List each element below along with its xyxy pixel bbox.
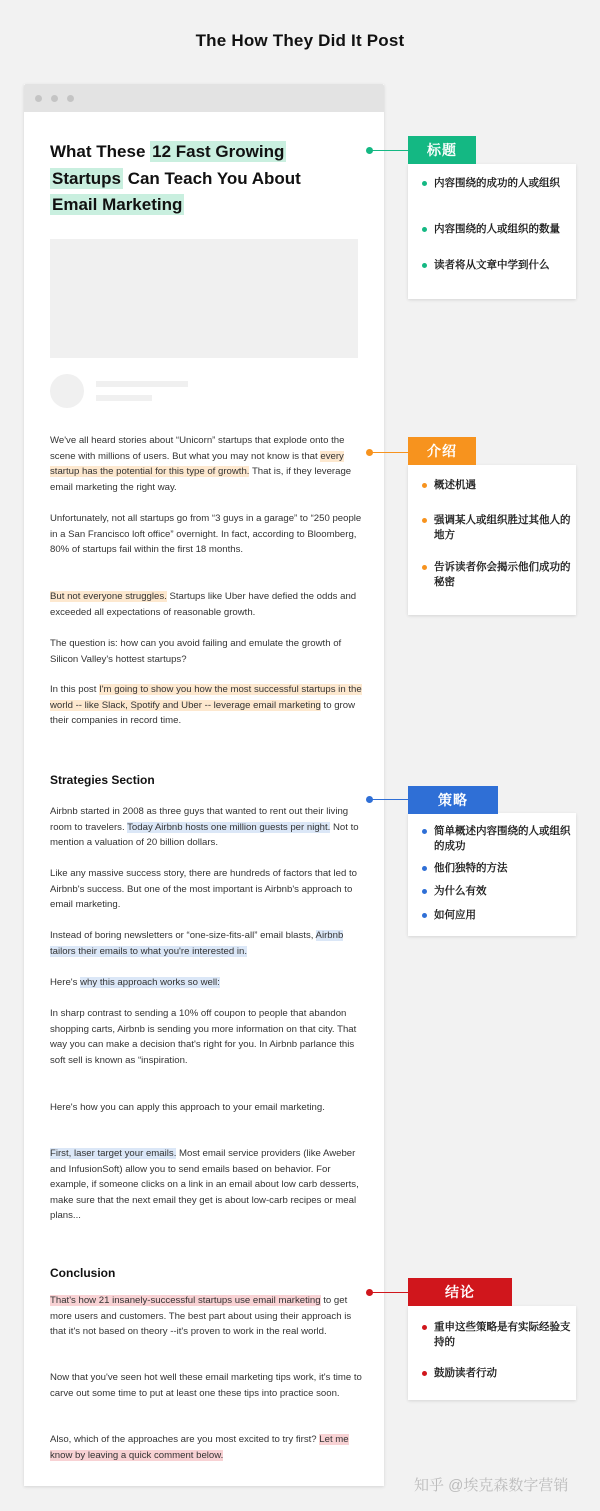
strategies-paragraph: Instead of boring newsletters or “one-size-fits-all” email blasts, Airbnb tailors their emails to what you're interested in. [50,930,344,957]
conclusion-paragraph: That's how 21 insanely-successful startups use email marketing to get more users and customers. The best part about using their approach is that it's not based on theory --it's proven to work in the real world. [50,1295,352,1338]
intro-annotation-tag: 介绍 [408,437,476,465]
title-annotation-tag: 标题 [408,136,476,164]
title-annotation-card [408,164,576,299]
conclusion-annotation-tag: 结论 [408,1278,512,1306]
window-dot-icon [35,95,42,102]
intro-paragraph: In this post I'm going to show you how the most successful startups in the world -- like Slack, Spotify and Uber -- leverage email marketing to grow their companies in record time. [50,684,362,727]
window-dot-icon [51,95,58,102]
page-title: The How They Did It Post [195,31,405,50]
intro-annotation-card [408,465,576,615]
annotation-bullet: 鼓励读者行动 [422,1366,572,1381]
annotation-bullet: 告诉读者你会揭示他们成功的秘密 [422,560,572,590]
connector-dot-icon [366,1289,373,1296]
annotation-bullet: 如何应用 [422,908,572,923]
strategies-paragraph: First, laser target your emails. Most email service providers (like Aweber and InfusionSoft) allow you to send emails based on behavior. For example, if someone clicks on a link in an email about low carb desserts, make sure that the next email they get is about low-carb recipes or meal plans... [50,1148,359,1222]
annotation-bullet: 内容围绕的人或组织的数量 [422,222,572,237]
strategy-annotation-card [408,813,576,936]
strategies-paragraph: Here's why this approach works so well: [50,977,220,988]
author-meta-placeholder [96,395,152,401]
strategies-heading: Strategies Section [50,773,155,787]
connector-dot-icon [366,449,373,456]
connector-line [369,799,408,800]
browser-bar [24,84,384,112]
annotation-bullet: 读者将从文章中学到什么 [422,258,572,273]
headline-text: What These [50,142,151,161]
strategies-paragraph: In sharp contrast to sending a 10% off coupon to people that abandon shopping carts, Airbnb is sending you more information on that city. That way you can make a decision that's right for you. In Airbnb parlance this soft sell is known as “inspiration. [50,1008,357,1066]
annotation-bullet: 他们独特的方法 [422,861,572,876]
hero-image-placeholder [50,239,358,358]
annotation-bullet: 重申这些策略是有实际经验支持的 [422,1320,572,1350]
annotation-bullet: 内容围绕的成功的人或组织 [422,176,572,191]
connector-line [369,1292,408,1293]
conclusion-heading: Conclusion [50,1266,116,1280]
strategies-paragraph: Here's how you can apply this approach to your email marketing. [50,1102,325,1113]
conclusion-annotation-card [408,1306,576,1400]
headline-highlight: 12 Fast Growing [152,142,285,161]
article-mockup [24,84,384,1486]
connector-dot-icon [366,147,373,154]
annotation-bullet: 概述机遇 [422,478,572,493]
intro-paragraph: The question is: how can you avoid failing and emulate the growth of Silicon Valley's hottest startups? [50,638,342,665]
intro-paragraph: But not everyone struggles. Startups like Uber have defied the odds and exceeded all expectations of reasonable growth. [50,591,357,618]
strategies-paragraph: Airbnb started in 2008 as three guys that wanted to rent out their living room to travelers. Today Airbnb hosts one million guests per night. Not to mention a valuation of 20 billion dollars. [50,806,359,849]
author-avatar [50,374,84,408]
strategy-annotation-tag: 策略 [408,786,498,814]
intro-paragraph: Unfortunately, not all startups go from “3 guys in a garage” to “250 people in a San Francisco loft office” overnight. In fact, according to Bloomberg, 80% of startups fail within the first 18 months. [50,513,362,556]
article-headline [50,139,350,219]
headline-highlight: Email Marketing [52,195,183,214]
intro-paragraph: We've all heard stories about “Unicorn” startups that explode onto the scene with millions of users. But what you may not know is that every startup has the potential for this type of growth. That is, if they leverage email marketing the right way. [50,435,352,493]
headline-highlight: Startups [52,168,121,188]
conclusion-paragraph: Also, which of the approaches are you most excited to try first? Let me know by leaving a quick comment below. [50,1434,349,1461]
annotation-bullet: 为什么有效 [422,884,572,899]
watermark: 知乎 @埃克森数字营销 [414,1477,569,1494]
connector-line [369,150,408,151]
window-dot-icon [67,95,74,102]
connector-line [369,452,408,453]
annotation-bullet: 强调某人或组织胜过其他人的地方 [422,513,572,543]
headline-text: Can Teach You About [122,168,301,188]
annotation-bullet: 简单概述内容围绕的人或组织的成功 [422,824,572,854]
author-name-placeholder [96,381,188,387]
strategies-paragraph: Like any massive success story, there are hundreds of factors that led to Airbnb's success. But one of the most important is Airbnb's approach to email marketing. [50,868,357,911]
connector-dot-icon [366,796,373,803]
conclusion-paragraph: Now that you've seen hot well these email marketing tips work, it's time to carve out some time to put at least one these tips into practice soon. [50,1372,362,1399]
